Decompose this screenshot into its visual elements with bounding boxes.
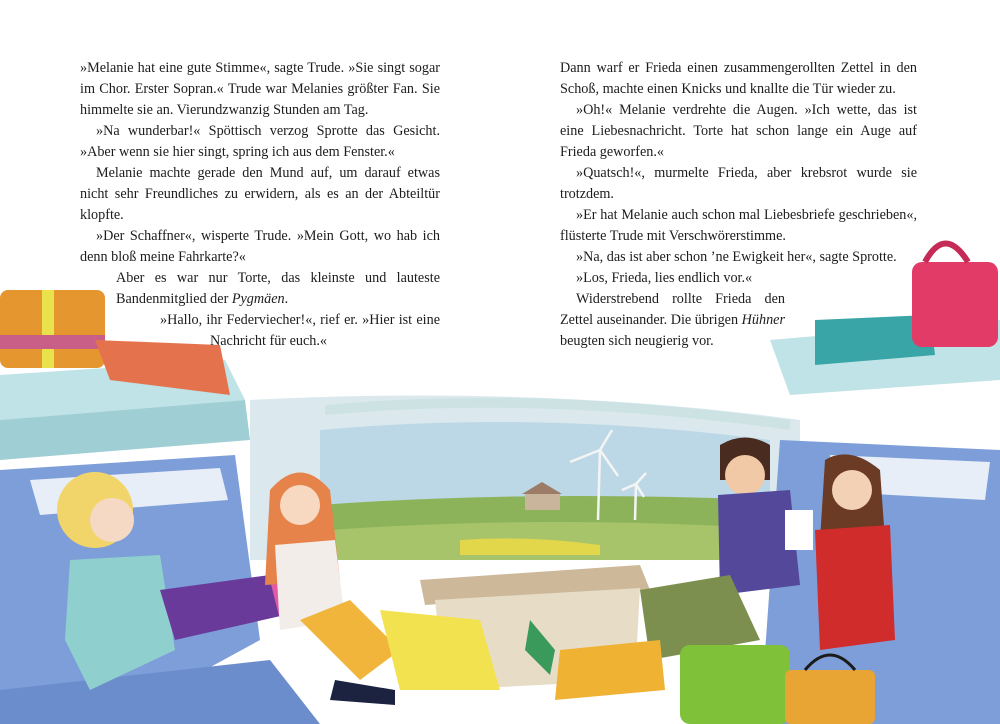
paragraph: Dann warf er Frieda einen zusammengerollten Zettel in den Schoß, machte einen Knicks und knallte die Tür wieder zu. [560, 60, 917, 97]
left-text-column [80, 58, 440, 352]
paragraph: »Na, das ist aber schon ’ne Ewigkeit her«, sagte Sprotte. [576, 249, 897, 265]
paragraph: »Los, Frieda, lies endlich vor.« [576, 270, 753, 286]
paragraph-text: beugten sich neugierig vor. [560, 333, 714, 349]
paragraph: Melanie machte gerade den Mund auf, um darauf etwas nicht sehr Freundliches zu erwidern, als es an der Abteiltür klopfte. [80, 165, 440, 223]
paragraph: »Melanie hat eine gute Stimme«, sagte Trude. »Sie singt sogar im Chor. Erster Sopran.« Trude war Melanies größter Fan. Sie himmelte sie an. Vierundzwanzig Stunden am Tag. [80, 60, 440, 118]
paragraph: »Hallo, ihr Federviecher!«, rief er. »Hier ist eine Nachricht für euch.« [160, 312, 440, 349]
paragraph: »Oh!« Melanie verdrehte die Augen. »Ich wette, das ist eine Liebesnachricht. Torte hat schon lange ein Auge auf Frieda geworfen.« [560, 102, 917, 160]
paragraph-text: Widerstrebend rollte Frieda den Zettel auseinander. Die übrigen [560, 291, 785, 328]
paragraph-text: Aber es war nur Torte, das kleinste und lauteste Bandenmitglied der [116, 270, 440, 307]
paragraph: »Na wunderbar!« Spöttisch verzog Sprotte das Gesicht. »Aber wenn sie hier singt, spring ich aus dem Fenster.« [80, 123, 440, 160]
gang-name: Pygmäen [231, 291, 285, 307]
paragraph: »Quatsch!«, murmelte Frieda, aber krebsrot wurde sie trotzdem. [560, 165, 917, 202]
gang-name: Hühner [741, 312, 785, 328]
right-text-column [560, 58, 917, 352]
paragraph-text: . [284, 291, 289, 307]
paragraph [80, 268, 440, 310]
paragraph: »Der Schaffner«, wisperte Trude. »Mein Gott, wo hab ich denn bloß meine Fahrkarte?« [80, 228, 440, 265]
paragraph: »Er hat Melanie auch schon mal Liebesbriefe geschrieben«, flüsterte Trude mit Verschwörerstimme. [560, 207, 917, 244]
paragraph [560, 289, 785, 352]
